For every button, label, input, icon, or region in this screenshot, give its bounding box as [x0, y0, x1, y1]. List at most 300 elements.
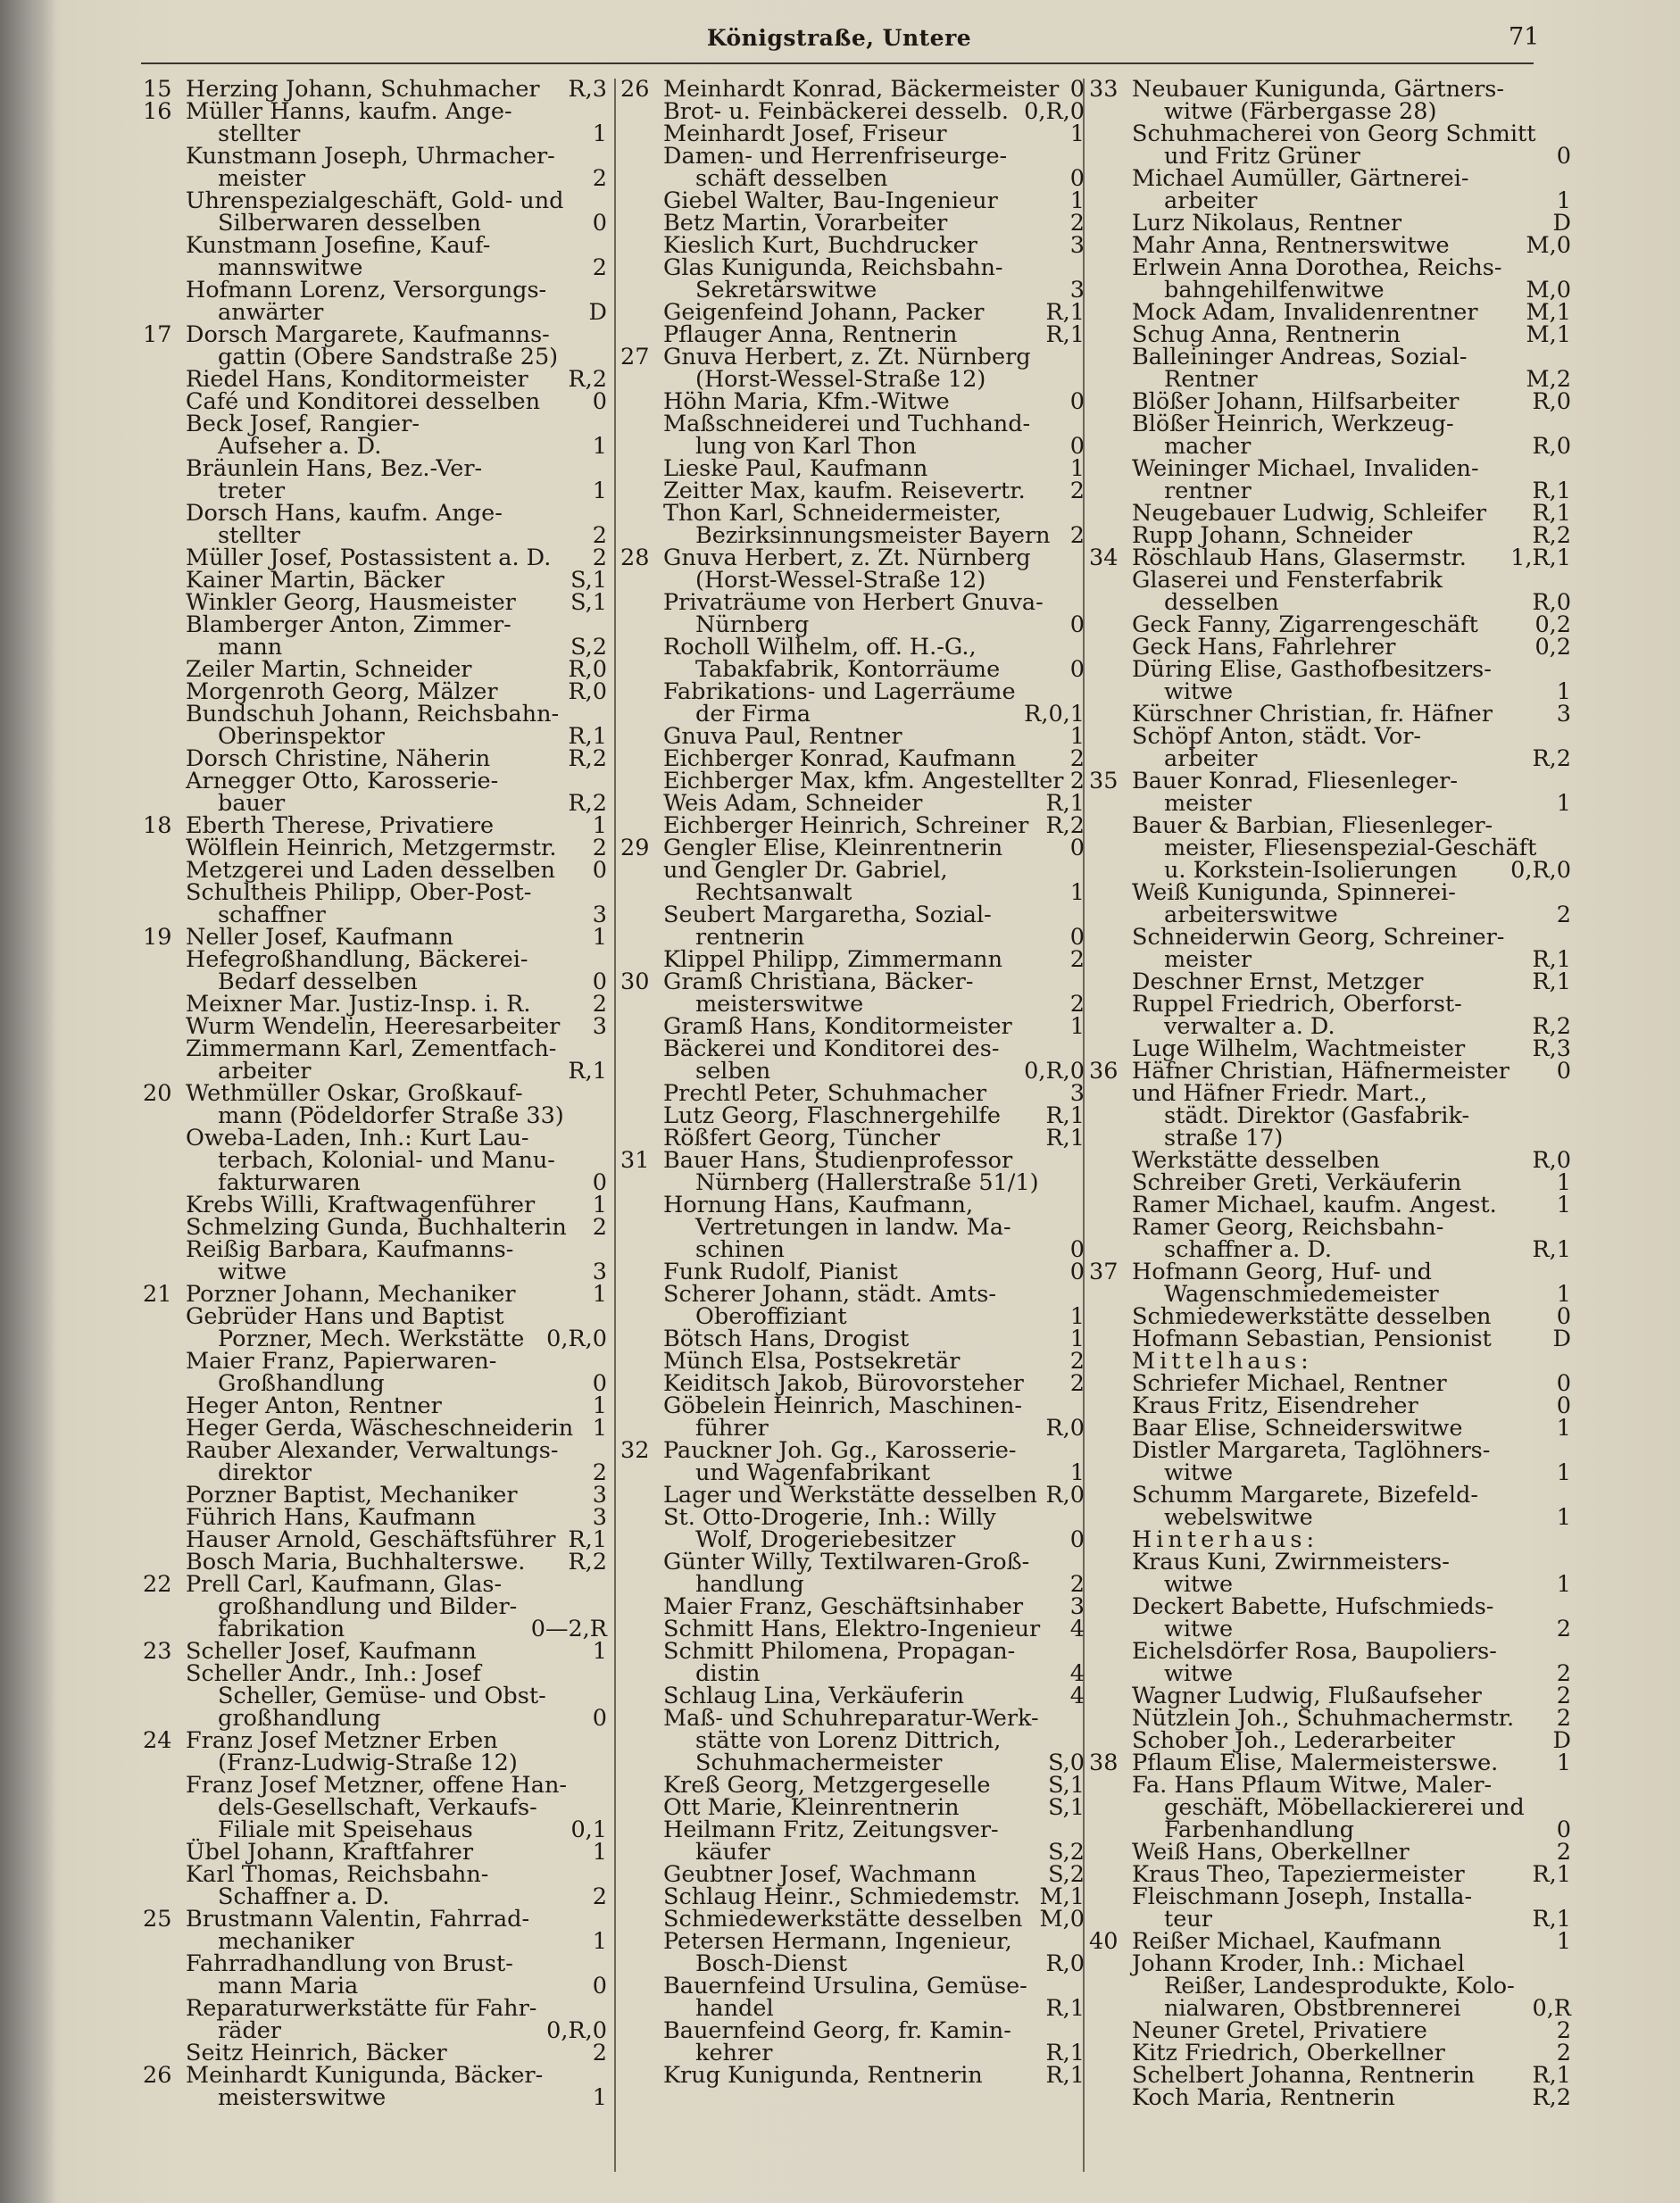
floor-code: R,0	[1532, 388, 1571, 415]
entry-text: Oweba-Laden, Inh.: Kurt Lau-	[186, 1125, 529, 1151]
house-entry	[1089, 1261, 1571, 1752]
entry-text: Beck Josef, Rangier-	[186, 411, 420, 437]
entry-line	[1089, 1883, 1571, 1910]
floor-code: R,2	[568, 745, 607, 772]
floor-code: 1	[1556, 1415, 1571, 1442]
entry-text: Kunstmann Josefine, Kauf-	[186, 232, 491, 259]
floor-code: 1	[1069, 187, 1085, 214]
floor-code: R,1	[568, 1058, 607, 1085]
entry-text: Balleininger Andreas, Sozial-	[1132, 344, 1468, 370]
entry-text: großhandlung und Bilder-	[218, 1593, 518, 1620]
floor-code: 0	[1556, 1303, 1571, 1330]
floor-code: R,2	[568, 1549, 607, 1575]
entry-text: Neubauer Kunigunda, Gärtners-	[1132, 76, 1504, 103]
floor-code: 0	[1556, 1392, 1571, 1419]
floor-code: M,1	[1526, 299, 1571, 326]
floor-code: M,0	[1526, 232, 1571, 259]
floor-code: 1	[592, 1281, 607, 1308]
entry-text: Wagner Ludwig, Flußaufseher	[1132, 1683, 1482, 1709]
floor-code: 2	[592, 522, 607, 549]
entry-text: Kraus Fritz, Eisendreher	[1132, 1392, 1418, 1419]
entry-text: stellter	[218, 522, 301, 549]
floor-code: 3	[592, 1013, 607, 1040]
entry-line	[1089, 1638, 1571, 1665]
floor-code: R,1	[1045, 321, 1085, 348]
entry-text: handlung	[695, 1571, 804, 1598]
entry-line	[143, 1035, 607, 1062]
floor-code: 2	[1556, 2017, 1571, 2044]
floor-code: 1	[1556, 1928, 1571, 1955]
floor-code: R,2	[1532, 522, 1571, 549]
floor-code: R,3	[568, 76, 607, 103]
house-number: 27	[620, 344, 650, 370]
entry-line	[1089, 723, 1571, 750]
entry-text: Seubert Margaretha, Sozial-	[663, 902, 992, 928]
floor-code: 0	[592, 210, 607, 237]
house-number: 25	[143, 1906, 172, 1933]
house-entry	[143, 1727, 607, 1910]
entry-text: Eichberger Max, kfm. Angestellter	[663, 768, 1064, 794]
page-number: 71	[1509, 23, 1540, 51]
entry-text: Höhn Maria, Kfm.-Witwe	[663, 388, 950, 415]
floor-code: R,0	[1045, 1482, 1085, 1509]
entry-line	[620, 2017, 1085, 2044]
floor-code: 2	[1556, 902, 1571, 928]
entry-text: Weiß Kunigunda, Spinnerei-	[1132, 879, 1456, 906]
entry-text: webelswitwe	[1164, 1504, 1313, 1531]
entry-line	[620, 1928, 1085, 1955]
entry-text: Lurz Nikolaus, Rentner	[1132, 210, 1402, 237]
entry-text: städt. Direktor (Gasfabrik-	[1164, 1102, 1470, 1129]
floor-code: 4	[1069, 1616, 1085, 1642]
entry-text: Bosch Maria, Buchhalterswe.	[186, 1549, 526, 1575]
floor-code: 1	[592, 812, 607, 839]
house-number: 34	[1089, 545, 1119, 571]
entry-text: Hofmann Sebastian, Pensionist	[1132, 1326, 1492, 1352]
floor-code: S,0	[1048, 1750, 1085, 1776]
house-entry	[620, 346, 1085, 547]
column-1	[143, 76, 607, 2111]
floor-code: 0	[592, 1370, 607, 1397]
entry-text: Privaträume von Herbert Gnuva-	[663, 589, 1044, 616]
entry-text: Hofmann Lorenz, Versorgungs-	[186, 277, 547, 303]
floor-code: D	[1552, 210, 1571, 237]
entry-line	[1089, 1593, 1571, 1620]
entry-text: dels-Gesellschaft, Verkaufs-	[218, 1794, 537, 1821]
entry-text: Schreiber Greti, Verkäuferin	[1132, 1169, 1462, 1196]
entry-text: Herzing Johann, Schuhmacher	[186, 76, 540, 103]
entry-text: Weiß Hans, Oberkellner	[1132, 1839, 1410, 1866]
floor-code: M,1	[1039, 1883, 1085, 1910]
floor-code: 0	[592, 1169, 607, 1196]
entry-text: Schneiderwin Georg, Schreiner-	[1132, 924, 1505, 951]
entry-line	[620, 678, 1085, 705]
entry-text: Dorsch Margarete, Kaufmanns-	[186, 321, 550, 348]
entry-text: Fa. Hans Pflaum Witwe, Maler-	[1132, 1772, 1493, 1799]
floor-code: 2	[1069, 745, 1085, 772]
floor-code: D	[1552, 1727, 1571, 1754]
entry-text: arbeiterswitwe	[1164, 902, 1338, 928]
floor-code: R,2	[1532, 1013, 1571, 1040]
floor-code: 2	[1556, 1616, 1571, 1642]
floor-code: 0,R,0	[546, 2017, 607, 2044]
entry-text: rentner	[1164, 478, 1252, 504]
entry-text: Rupp Johann, Schneider	[1132, 522, 1413, 549]
house-entry	[1089, 1752, 1571, 1931]
entry-text: verwalter a. D.	[1164, 1013, 1335, 1040]
column-3	[1089, 76, 1571, 2111]
floor-code: 1	[592, 1638, 607, 1665]
entry-text: Kreß Georg, Metzgergeselle	[663, 1772, 991, 1799]
entry-line	[620, 1638, 1085, 1665]
floor-code: R,1	[1045, 1995, 1085, 2022]
entry-text: Heger Gerda, Wäscheschneiderin	[186, 1415, 574, 1442]
entry-text: Münch Elsa, Postsekretär	[663, 1348, 961, 1375]
entry-text: Neugebauer Ludwig, Schleifer	[1132, 500, 1487, 527]
house-entry	[620, 547, 1085, 837]
entry-text: Rentner	[1164, 366, 1258, 393]
entry-text: Ramer Michael, kaufm. Angest.	[1132, 1192, 1497, 1218]
entry-text: teur	[1164, 1906, 1212, 1933]
entry-text: Johann Kroder, Inh.: Michael	[1132, 1950, 1465, 1977]
entry-line	[620, 589, 1085, 616]
entry-text: Dorsch Christine, Näherin	[186, 745, 491, 772]
entry-text: Porzner Johann, Mechaniker	[186, 1281, 516, 1308]
entry-text: Schmitt Hans, Elektro-Ingenieur	[663, 1616, 1041, 1642]
entry-text: meisterswitwe	[695, 991, 864, 1018]
floor-code: S,1	[570, 567, 607, 594]
floor-code: 2	[592, 254, 607, 281]
floor-code: 1	[592, 121, 607, 147]
entry-text: witwe (Färbergasse 28)	[1164, 98, 1437, 125]
house-number: 17	[143, 321, 172, 348]
entry-text: Reparaturwerkstätte für Fahr-	[186, 1995, 537, 2022]
entry-line	[620, 1975, 1085, 1998]
entry-text: Oberoffiziant	[695, 1303, 847, 1330]
floor-code: 2	[1069, 1571, 1085, 1598]
floor-code: 1	[1069, 121, 1085, 147]
house-number: 24	[143, 1727, 172, 1754]
entry-text: Schuhmachermeister	[695, 1750, 943, 1776]
entry-text: Führich Hans, Kaufmann	[186, 1504, 477, 1531]
entry-line	[143, 500, 607, 527]
floor-code: R,1	[1045, 1102, 1085, 1129]
entry-text: Uhrenspezialgeschäft, Gold- und	[186, 187, 564, 214]
floor-code: 4	[1069, 1683, 1085, 1709]
entry-line	[143, 1950, 607, 1977]
floor-code: 3	[592, 902, 607, 928]
entry-text: Mahr Anna, Rentnerswitwe	[1132, 232, 1450, 259]
entry-text: Schlaug Lina, Verkäuferin	[663, 1683, 965, 1709]
entry-text: Geigenfeind Johann, Packer	[663, 299, 985, 326]
entry-text: Zeiler Martin, Schneider	[186, 656, 472, 683]
entry-text: Schober Joh., Lederarbeiter	[1132, 1727, 1455, 1754]
floor-code: D	[588, 299, 607, 326]
entry-line	[1089, 656, 1571, 683]
floor-code: R,2	[1532, 745, 1571, 772]
entry-line	[143, 2084, 607, 2111]
entry-text: arbeiter	[218, 1058, 312, 1085]
floor-code: S,1	[570, 589, 607, 616]
entry-text: Reißer Michael, Kaufmann	[1132, 1928, 1442, 1955]
entry-text: Weis Adam, Schneider	[663, 790, 923, 817]
entry-text: und Wagenfabrikant	[695, 1459, 930, 1486]
entry-text: Zimmermann Karl, Zementfach-	[186, 1035, 557, 1062]
column-separator	[614, 79, 616, 2172]
entry-text: Pauckner Joh. Gg., Karosserie-	[663, 1437, 1017, 1464]
house-entry	[143, 1638, 607, 1732]
entry-line	[143, 98, 607, 125]
house-entry	[143, 924, 607, 1085]
entry-line	[143, 232, 607, 259]
floor-code: R,2	[1045, 812, 1085, 839]
entry-text: Mock Adam, Invalidenrentner	[1132, 299, 1478, 326]
entry-text: Reißer, Landesprodukte, Kolo-	[1164, 1973, 1515, 1999]
entry-text: Heger Anton, Rentner	[186, 1392, 442, 1419]
floor-code: R,1	[1532, 946, 1571, 973]
entry-text: Fabrikations- und Lagerräume	[663, 678, 1016, 705]
floor-code: 3	[1069, 232, 1085, 259]
entry-text: mann (Pödeldorfer Straße 33)	[218, 1102, 564, 1129]
entry-text: mechaniker	[218, 1928, 354, 1955]
house-entry	[620, 837, 1085, 971]
entry-line	[143, 879, 607, 906]
floor-code: 2	[592, 1883, 607, 1910]
floor-code: 0	[592, 1973, 607, 1999]
entry-text: Damen- und Herrenfriseurge-	[663, 143, 1008, 170]
entry-text: Scherer Johann, städt. Amts-	[663, 1281, 996, 1308]
floor-code: 3	[1556, 701, 1571, 727]
floor-code: 2	[592, 1459, 607, 1486]
entry-text: Gnuva Herbert, z. Zt. Nürnberg	[663, 344, 1031, 370]
entry-text: mann Maria	[218, 1973, 359, 1999]
entry-text: Deschner Ernst, Metzger	[1132, 968, 1424, 995]
entry-line	[620, 857, 1085, 884]
entry-text: treter	[218, 478, 286, 504]
entry-text: Kraus Theo, Tapeziermeister	[1132, 1861, 1465, 1888]
entry-text: Maier Franz, Geschäftsinhaber	[663, 1593, 1024, 1620]
entry-text: Distler Margareta, Taglöhners-	[1132, 1437, 1491, 1464]
entry-text: Ruppel Friedrich, Oberforst-	[1132, 991, 1462, 1018]
floor-code: 0	[1069, 388, 1085, 415]
running-head: Königstraße, Untere	[706, 25, 972, 51]
entry-text: (Franz-Ludwig-Straße 12)	[218, 1750, 518, 1776]
entry-text: Winkler Georg, Hausmeister	[186, 589, 516, 616]
entry-text: Klippel Philipp, Zimmermann	[663, 946, 1003, 973]
entry-text: fabrikation	[218, 1616, 345, 1642]
floor-code: 1	[1556, 1192, 1571, 1218]
entry-text: Heilmann Fritz, Zeitungsver-	[663, 1816, 999, 1843]
floor-code: 0	[592, 857, 607, 884]
entry-text: (Horst-Wessel-Straße 12)	[695, 366, 986, 393]
entry-text: Geck Fanny, Zigarrengeschäft	[1132, 611, 1478, 638]
entry-text: witwe	[1164, 1616, 1234, 1642]
floor-code: 2	[592, 2040, 607, 2066]
floor-code: 1	[592, 1192, 607, 1218]
entry-text: Meinhardt Konrad, Bäckermeister	[663, 76, 1060, 103]
house-entry	[620, 1437, 1085, 2089]
entry-text: witwe	[1164, 678, 1234, 705]
entry-text: handel	[695, 1995, 774, 2022]
entry-text: bauer	[218, 790, 286, 817]
entry-line	[143, 611, 607, 638]
entry-text: Schelbert Johanna, Rentnerin	[1132, 2062, 1476, 2089]
entry-text: Michael Aumüller, Gärtnerei-	[1132, 165, 1469, 192]
entry-text: Hofmann Georg, Huf- und	[1132, 1259, 1432, 1285]
entry-text: arbeiter	[1164, 187, 1258, 214]
entry-text: Fahrradhandlung von Brust-	[186, 1950, 513, 1977]
entry-text: Schaffner a. D.	[218, 1883, 390, 1910]
entry-line	[620, 904, 1085, 927]
house-entry	[143, 2062, 607, 2111]
floor-code: 2	[1556, 1839, 1571, 1866]
floor-code: 0	[1556, 143, 1571, 170]
entry-text: Meinhardt Josef, Friseur	[663, 121, 947, 147]
floor-code: R,0	[568, 656, 607, 683]
entry-text: Tabakfabrik, Kontorräume	[695, 656, 1001, 683]
entry-text: und Gengler Dr. Gabriel,	[663, 857, 948, 884]
entry-text: Porzner Baptist, Mechaniker	[186, 1482, 518, 1509]
house-number: 31	[620, 1147, 650, 1174]
floor-code: R,1	[1532, 500, 1571, 527]
entry-text: Krug Kunigunda, Rentnerin	[663, 2062, 983, 2089]
entry-text: Rocholl Wilhelm, off. H.-G.,	[663, 634, 977, 661]
entry-text: Bräunlein Hans, Bez.-Ver-	[186, 455, 483, 482]
floor-code: 3	[1069, 1080, 1085, 1107]
floor-code: 1	[1069, 1013, 1085, 1040]
entry-text: Krebs Willi, Kraftwagenführer	[186, 1192, 536, 1218]
entry-text: Blößer Johann, Hilfsarbeiter	[1132, 388, 1460, 415]
floor-code: 2	[592, 1214, 607, 1241]
entry-line	[1089, 569, 1571, 592]
entry-text: kehrer	[695, 2040, 773, 2066]
entry-text: Arnegger Otto, Karosserie-	[186, 768, 499, 794]
entry-line	[620, 1392, 1085, 1419]
entry-text: Übel Johann, Kraftfahrer	[186, 1839, 474, 1866]
floor-code: S,2	[570, 634, 607, 661]
floor-code: 0	[1556, 1058, 1571, 1085]
entry-line	[1089, 770, 1571, 793]
entry-text: geschäft, Möbellackiererei und	[1164, 1794, 1525, 1821]
entry-text: Eichberger Konrad, Kaufmann	[663, 745, 1017, 772]
floor-code: R,1	[568, 1526, 607, 1553]
entry-text: Riedel Hans, Konditormeister	[186, 366, 528, 393]
floor-code: 0,R,0	[1024, 1058, 1085, 1085]
entry-text: Fleischmann Joseph, Installa-	[1132, 1883, 1473, 1910]
entry-text: Sekretärswitwe	[695, 277, 877, 303]
entry-text: (Horst-Wessel-Straße 12)	[695, 567, 986, 594]
house-entry	[143, 1281, 607, 1575]
floor-code: R,3	[1532, 1035, 1571, 1062]
floor-code: 1	[1069, 455, 1085, 482]
floor-code: S,1	[1048, 1794, 1085, 1821]
floor-code: 0	[1069, 165, 1085, 192]
entry-text: Karl Thomas, Reichsbahn-	[186, 1861, 489, 1888]
floor-code: R,1	[1532, 2062, 1571, 2089]
floor-code: 2	[592, 991, 607, 1018]
entry-text: Erlwein Anna Dorothea, Reichs-	[1132, 254, 1502, 281]
floor-code: 2	[592, 835, 607, 861]
floor-code: 2	[1556, 1683, 1571, 1709]
house-entry	[143, 1571, 607, 1642]
house-entry	[620, 968, 1085, 1151]
entry-text: führer	[695, 1415, 769, 1442]
entry-text: Aufseher a. D.	[218, 433, 382, 460]
floor-code: M,0	[1526, 277, 1571, 303]
floor-code: 2	[1069, 768, 1085, 794]
entry-text: Eichelsdörfer Rosa, Baupoliers-	[1132, 1638, 1497, 1665]
entry-text: stätte von Lorenz Dittrich,	[695, 1727, 1002, 1754]
entry-text: Schlaug Heinr., Schmiedemstr.	[663, 1883, 1021, 1910]
entry-text: Nürnberg (Hallerstraße 51/1)	[695, 1169, 1039, 1196]
house-entry	[143, 1080, 607, 1285]
entry-text: bahngehilfenwitwe	[1164, 277, 1385, 303]
entry-text: Bötsch Hans, Drogist	[663, 1326, 910, 1352]
entry-text: Bezirksinnungsmeister Bayern	[695, 522, 1051, 549]
entry-text: Porzner, Mech. Werkstätte	[218, 1326, 525, 1352]
entry-text: distin	[695, 1660, 761, 1687]
entry-text: Neller Josef, Kaufmann	[186, 924, 453, 951]
house-number: 23	[143, 1638, 172, 1665]
floor-code: 1	[592, 1392, 607, 1419]
entry-text: Müller Josef, Postassistent a. D.	[186, 545, 552, 571]
entry-text: desselben	[1164, 589, 1279, 616]
entry-text: Bauer & Barbian, Fliesenleger-	[1132, 812, 1493, 839]
entry-text: Café und Konditorei desselben	[186, 388, 541, 415]
floor-code: 0—2,R	[530, 1616, 607, 1642]
floor-code: 0	[1069, 656, 1085, 683]
entry-text: Schumm Margarete, Bizefeld-	[1132, 1482, 1478, 1509]
floor-code: S,1	[1048, 1772, 1085, 1799]
floor-code: R,1	[1532, 1906, 1571, 1933]
entry-text: Wölflein Heinrich, Metzgermstr.	[186, 835, 557, 861]
entry-text: Kieslich Kurt, Buchdrucker	[663, 232, 977, 259]
floor-code: 1	[592, 433, 607, 460]
entry-text: terbach, Kolonial- und Manu-	[218, 1147, 555, 1174]
entry-text: Bauernfeind Ursulina, Gemüse-	[663, 1973, 1027, 1999]
entry-text: Hornung Hans, Kaufmann,	[663, 1192, 974, 1218]
floor-code: 2	[1069, 1370, 1085, 1397]
house-entry	[1089, 1928, 1571, 2111]
entry-text: räder	[218, 2017, 281, 2044]
floor-code: R,1	[1532, 1236, 1571, 1263]
floor-code: R,0,1	[1024, 701, 1085, 727]
entry-text: Giebel Walter, Bau-Ingenieur	[663, 187, 998, 214]
entry-text: witwe	[1164, 1571, 1234, 1598]
floor-code: 4	[1069, 1660, 1085, 1687]
entry-text: Prechtl Peter, Schuhmacher	[663, 1080, 987, 1107]
entry-text: Filiale mit Speisehaus	[218, 1816, 473, 1843]
entry-line	[143, 1995, 607, 2022]
floor-code: R,1	[1045, 299, 1085, 326]
floor-code: 2	[592, 165, 607, 192]
entry-text: Schriefer Michael, Rentner	[1132, 1370, 1447, 1397]
entry-text: Koch Maria, Rentnerin	[1132, 2084, 1395, 2111]
entry-text: Röschlaub Hans, Glasermstr.	[1132, 545, 1467, 571]
house-number: 38	[1089, 1750, 1119, 1776]
floor-code: 1	[1556, 1169, 1571, 1196]
entry-line	[1089, 165, 1571, 192]
entry-text: Thon Karl, Schneidermeister,	[663, 500, 1002, 527]
entry-text: Keiditsch Jakob, Bürovorsteher	[663, 1370, 1024, 1397]
entry-text: Lieske Paul, Kaufmann	[663, 455, 928, 482]
entry-text: Wurm Wendelin, Heeresarbeiter	[186, 1013, 561, 1040]
entry-line	[1089, 2084, 1571, 2111]
entry-text: meister, Fliesenspezial-Geschäft	[1164, 835, 1537, 861]
entry-text: Kitz Friedrich, Oberkellner	[1132, 2040, 1445, 2066]
entry-text: Gnuva Paul, Rentner	[663, 723, 902, 750]
house-number: 19	[143, 924, 172, 951]
